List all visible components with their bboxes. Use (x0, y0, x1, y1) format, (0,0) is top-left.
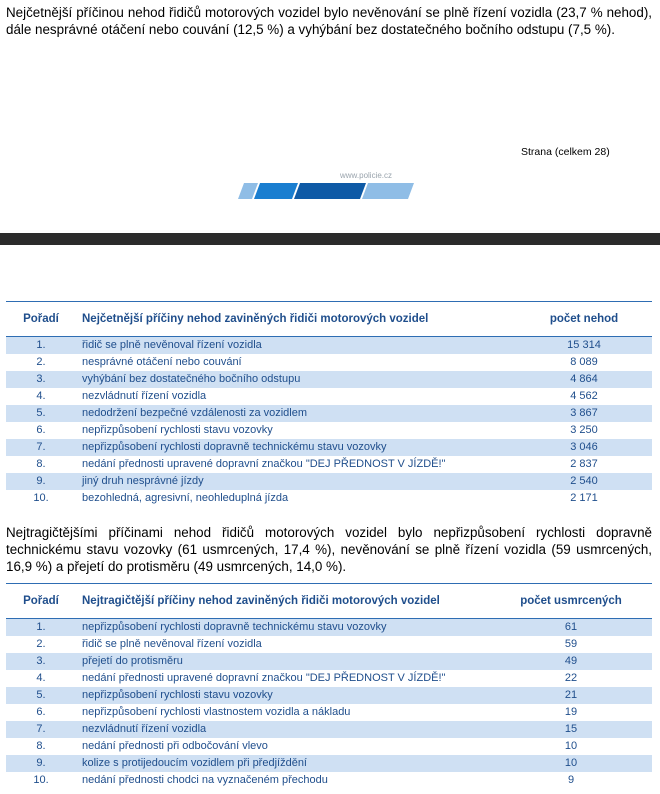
row-cause: vyhýbání bez dostatečného bočního odstupu (82, 373, 301, 385)
row-value: 2 171 (570, 492, 598, 504)
row-value: 9 (567, 774, 575, 786)
row-rank: 2. (36, 638, 46, 650)
table-row (6, 738, 652, 755)
row-cause: nepřizpůsobení rychlosti dopravně technickému stavu vozovky (82, 621, 387, 633)
header-value: počet nehod (549, 313, 619, 325)
header-cause: Nejčetnější příčiny nehod zaviněných řidiči motorových vozidel (82, 313, 429, 325)
table-body (6, 337, 652, 507)
row-value: 3 250 (570, 424, 598, 436)
row-value: 19 (564, 706, 578, 718)
table-row (6, 704, 652, 721)
row-cause: nedání přednosti chodci na vyznačeném přechodu (82, 774, 328, 786)
row-rank: 2. (36, 356, 46, 368)
row-value: 21 (564, 689, 578, 701)
table-row (6, 422, 652, 439)
row-cause: nesprávné otáčení nebo couvání (82, 356, 242, 368)
table-row (6, 337, 652, 354)
row-rank: 7. (36, 441, 46, 453)
table-row (6, 636, 652, 653)
table-row (6, 755, 652, 772)
row-cause: nepřizpůsobení rychlosti stavu vozovky (82, 689, 273, 701)
table-header-row (6, 586, 652, 616)
row-value: 3 867 (570, 407, 598, 419)
row-cause: kolize s protijedoucím vozidlem při předjíždění (82, 757, 307, 769)
row-value: 49 (564, 655, 578, 667)
row-rank: 8. (36, 458, 46, 470)
row-rank: 3. (36, 655, 46, 667)
row-value: 61 (564, 621, 578, 633)
table-row (6, 473, 652, 490)
row-rank: 6. (36, 706, 46, 718)
row-value: 3 046 (570, 441, 598, 453)
table-row (6, 439, 652, 456)
row-rank: 7. (36, 723, 46, 735)
row-cause: nedání přednosti upravené dopravní značkou "DEJ PŘEDNOST V JÍZDĚ!" (82, 672, 446, 684)
row-value: 8 089 (570, 356, 598, 368)
row-rank: 5. (36, 689, 46, 701)
row-value: 15 (564, 723, 578, 735)
table-body (6, 619, 652, 789)
table-row (6, 490, 652, 507)
row-cause: přejetí do protisměru (82, 655, 183, 667)
row-value: 4 562 (570, 390, 598, 402)
row-rank: 10. (33, 492, 49, 504)
table-row (6, 670, 652, 687)
row-cause: nepřizpůsobení rychlosti stavu vozovky (82, 424, 273, 436)
row-value: 2 837 (570, 458, 598, 470)
page-number: Strana (celkem 28) (521, 146, 610, 158)
table-row (6, 687, 652, 704)
row-rank: 4. (36, 390, 46, 402)
row-rank: 10. (33, 774, 49, 786)
header-rank: Pořadí (23, 313, 59, 325)
table-row (6, 405, 652, 422)
row-value: 15 314 (567, 339, 601, 351)
row-cause: nedání přednosti při odbočování vlevo (82, 740, 268, 752)
row-value: 4 864 (570, 373, 598, 385)
table-top-rule (6, 301, 652, 302)
fatalities-paragraph: Nejtragičtějšími příčinami nehod řidičů motorových vozidel bylo nepřizpůsobení rychlosti dopravně technickému stavu vozovky (61 usmrcených, 17,4 %), nevěnování se plně řízení vozidla (59 usmrcených, 16,9 %) a přejetí do protisměru (49 usmrcených, 14,0 %). (6, 525, 652, 574)
table-row (6, 772, 652, 789)
row-cause: nedodržení bezpečné vzdálenosti za vozidlem (82, 407, 308, 419)
row-value: 2 540 (570, 475, 598, 487)
row-cause: nezvládnutí řízení vozidla (82, 723, 207, 735)
row-rank: 4. (36, 672, 46, 684)
row-cause: řidič se plně nevěnoval řízení vozidla (82, 339, 262, 351)
row-rank: 8. (36, 740, 46, 752)
table-row (6, 354, 652, 371)
row-rank: 5. (36, 407, 46, 419)
site-url: www.policie.cz (340, 171, 393, 180)
header-cause: Nejtragičtější příčiny nehod zaviněných řidiči motorových vozidel (82, 595, 440, 607)
row-rank: 3. (36, 373, 46, 385)
row-rank: 6. (36, 424, 46, 436)
header-value: počet usmrcených (520, 595, 622, 607)
row-value: 10 (564, 757, 578, 769)
table-header-row (6, 304, 652, 334)
row-cause: nedání přednosti upravené dopravní značkou "DEJ PŘEDNOST V JÍZDĚ!" (82, 458, 446, 470)
table-row (6, 388, 652, 405)
table-row (6, 456, 652, 473)
row-cause: nepřizpůsobení rychlosti dopravně technickému stavu vozovky (82, 441, 387, 453)
police-logo-stripes-icon (238, 183, 418, 201)
row-rank: 1. (36, 339, 46, 351)
row-rank: 1. (36, 621, 46, 633)
row-value: 10 (564, 740, 578, 752)
row-cause: bezohledná, agresivní, neohleduplná jízda (82, 492, 289, 504)
table-row (6, 721, 652, 738)
row-cause: nezvládnutí řízení vozidla (82, 390, 207, 402)
row-rank: 9. (36, 757, 46, 769)
row-value: 59 (564, 638, 578, 650)
row-cause: řidič se plně nevěnoval řízení vozidla (82, 638, 262, 650)
page-break-band (0, 233, 660, 245)
table-row (6, 371, 652, 388)
header-rank: Pořadí (23, 595, 59, 607)
row-value: 22 (564, 672, 578, 684)
table-row (6, 653, 652, 670)
row-cause: nepřizpůsobení rychlosti vlastnostem vozidla a nákladu (82, 706, 351, 718)
table-top-rule (6, 583, 652, 584)
intro-paragraph: Nejčetnější příčinou nehod řidičů motorových vozidel bylo nevěnování se plně řízení vozidla (23,7 % nehod), dále nesprávné otáčení nebo couvání (12,5 %) a vyhýbání bez dostatečného bočního odstupu (7,5 %). (6, 5, 652, 37)
table-row (6, 619, 652, 636)
row-rank: 9. (36, 475, 46, 487)
row-cause: jiný druh nesprávné jízdy (82, 475, 204, 487)
